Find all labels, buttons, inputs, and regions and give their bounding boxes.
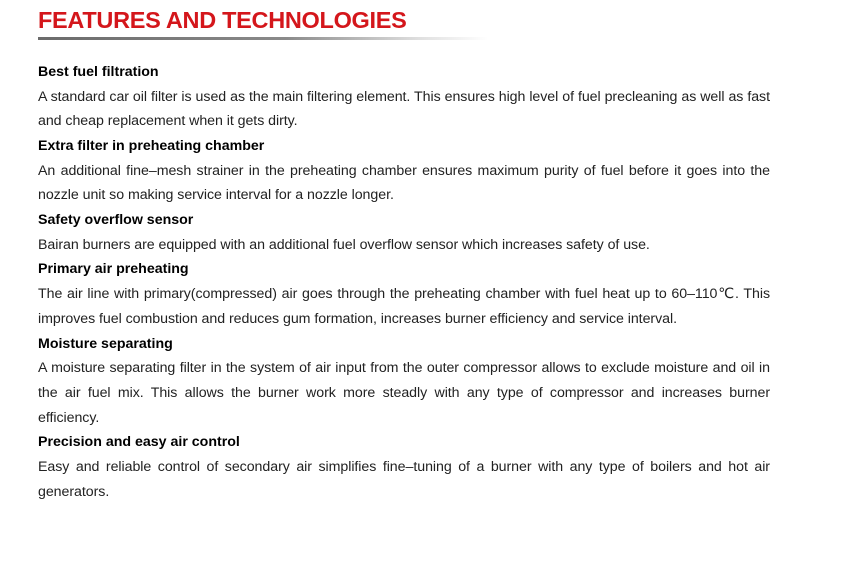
feature-description: The air line with primary(compressed) air goes through the preheating chamber with fuel heat up to 60–110℃. This improves fuel combustion and reduces gum formation, increases burner efficiency and service interval. <box>38 285 770 327</box>
page-title: FEATURES AND TECHNOLOGIES <box>38 7 407 33</box>
feature-description: Easy and reliable control of secondary air simplifies fine–tuning of a burner with any type of boilers and hot air generators. <box>38 458 770 500</box>
title-underline <box>38 37 488 40</box>
feature-description: A standard car oil filter is used as the main filtering element. This ensures high level of fuel precleaning as well as fast and cheap replacement when it gets dirty. <box>38 88 770 130</box>
feature-description: A moisture separating filter in the system of air input from the outer compressor allows to exclude moisture and oil in the air fuel mix. This allows the burner work more steadly with any type of compressor and increases burner efficiency. <box>38 360 770 426</box>
feature-heading: Primary air preheating <box>38 261 189 278</box>
feature-description: Bairan burners are equipped with an additional fuel overflow sensor which increases safety of use. <box>38 236 650 253</box>
feature-heading: Extra filter in preheating chamber <box>38 138 265 155</box>
feature-heading: Moisture separating <box>38 335 173 352</box>
feature-air-control <box>38 430 770 504</box>
feature-safety-overflow-sensor <box>38 208 770 257</box>
feature-moisture-separating <box>38 332 770 431</box>
feature-heading: Best fuel filtration <box>38 64 159 80</box>
feature-heading: Safety overflow sensor <box>38 212 194 229</box>
feature-heading: Precision and easy air control <box>38 434 240 451</box>
page-header <box>38 6 508 34</box>
feature-best-fuel-filtration <box>38 60 770 134</box>
features-list <box>38 60 770 505</box>
feature-extra-filter <box>38 134 770 208</box>
feature-primary-air-preheating <box>38 257 770 331</box>
feature-description: An additional fine–mesh strainer in the preheating chamber ensures maximum purity of fuel before it goes into the nozzle unit so making service interval for a nozzle longer. <box>38 162 770 204</box>
